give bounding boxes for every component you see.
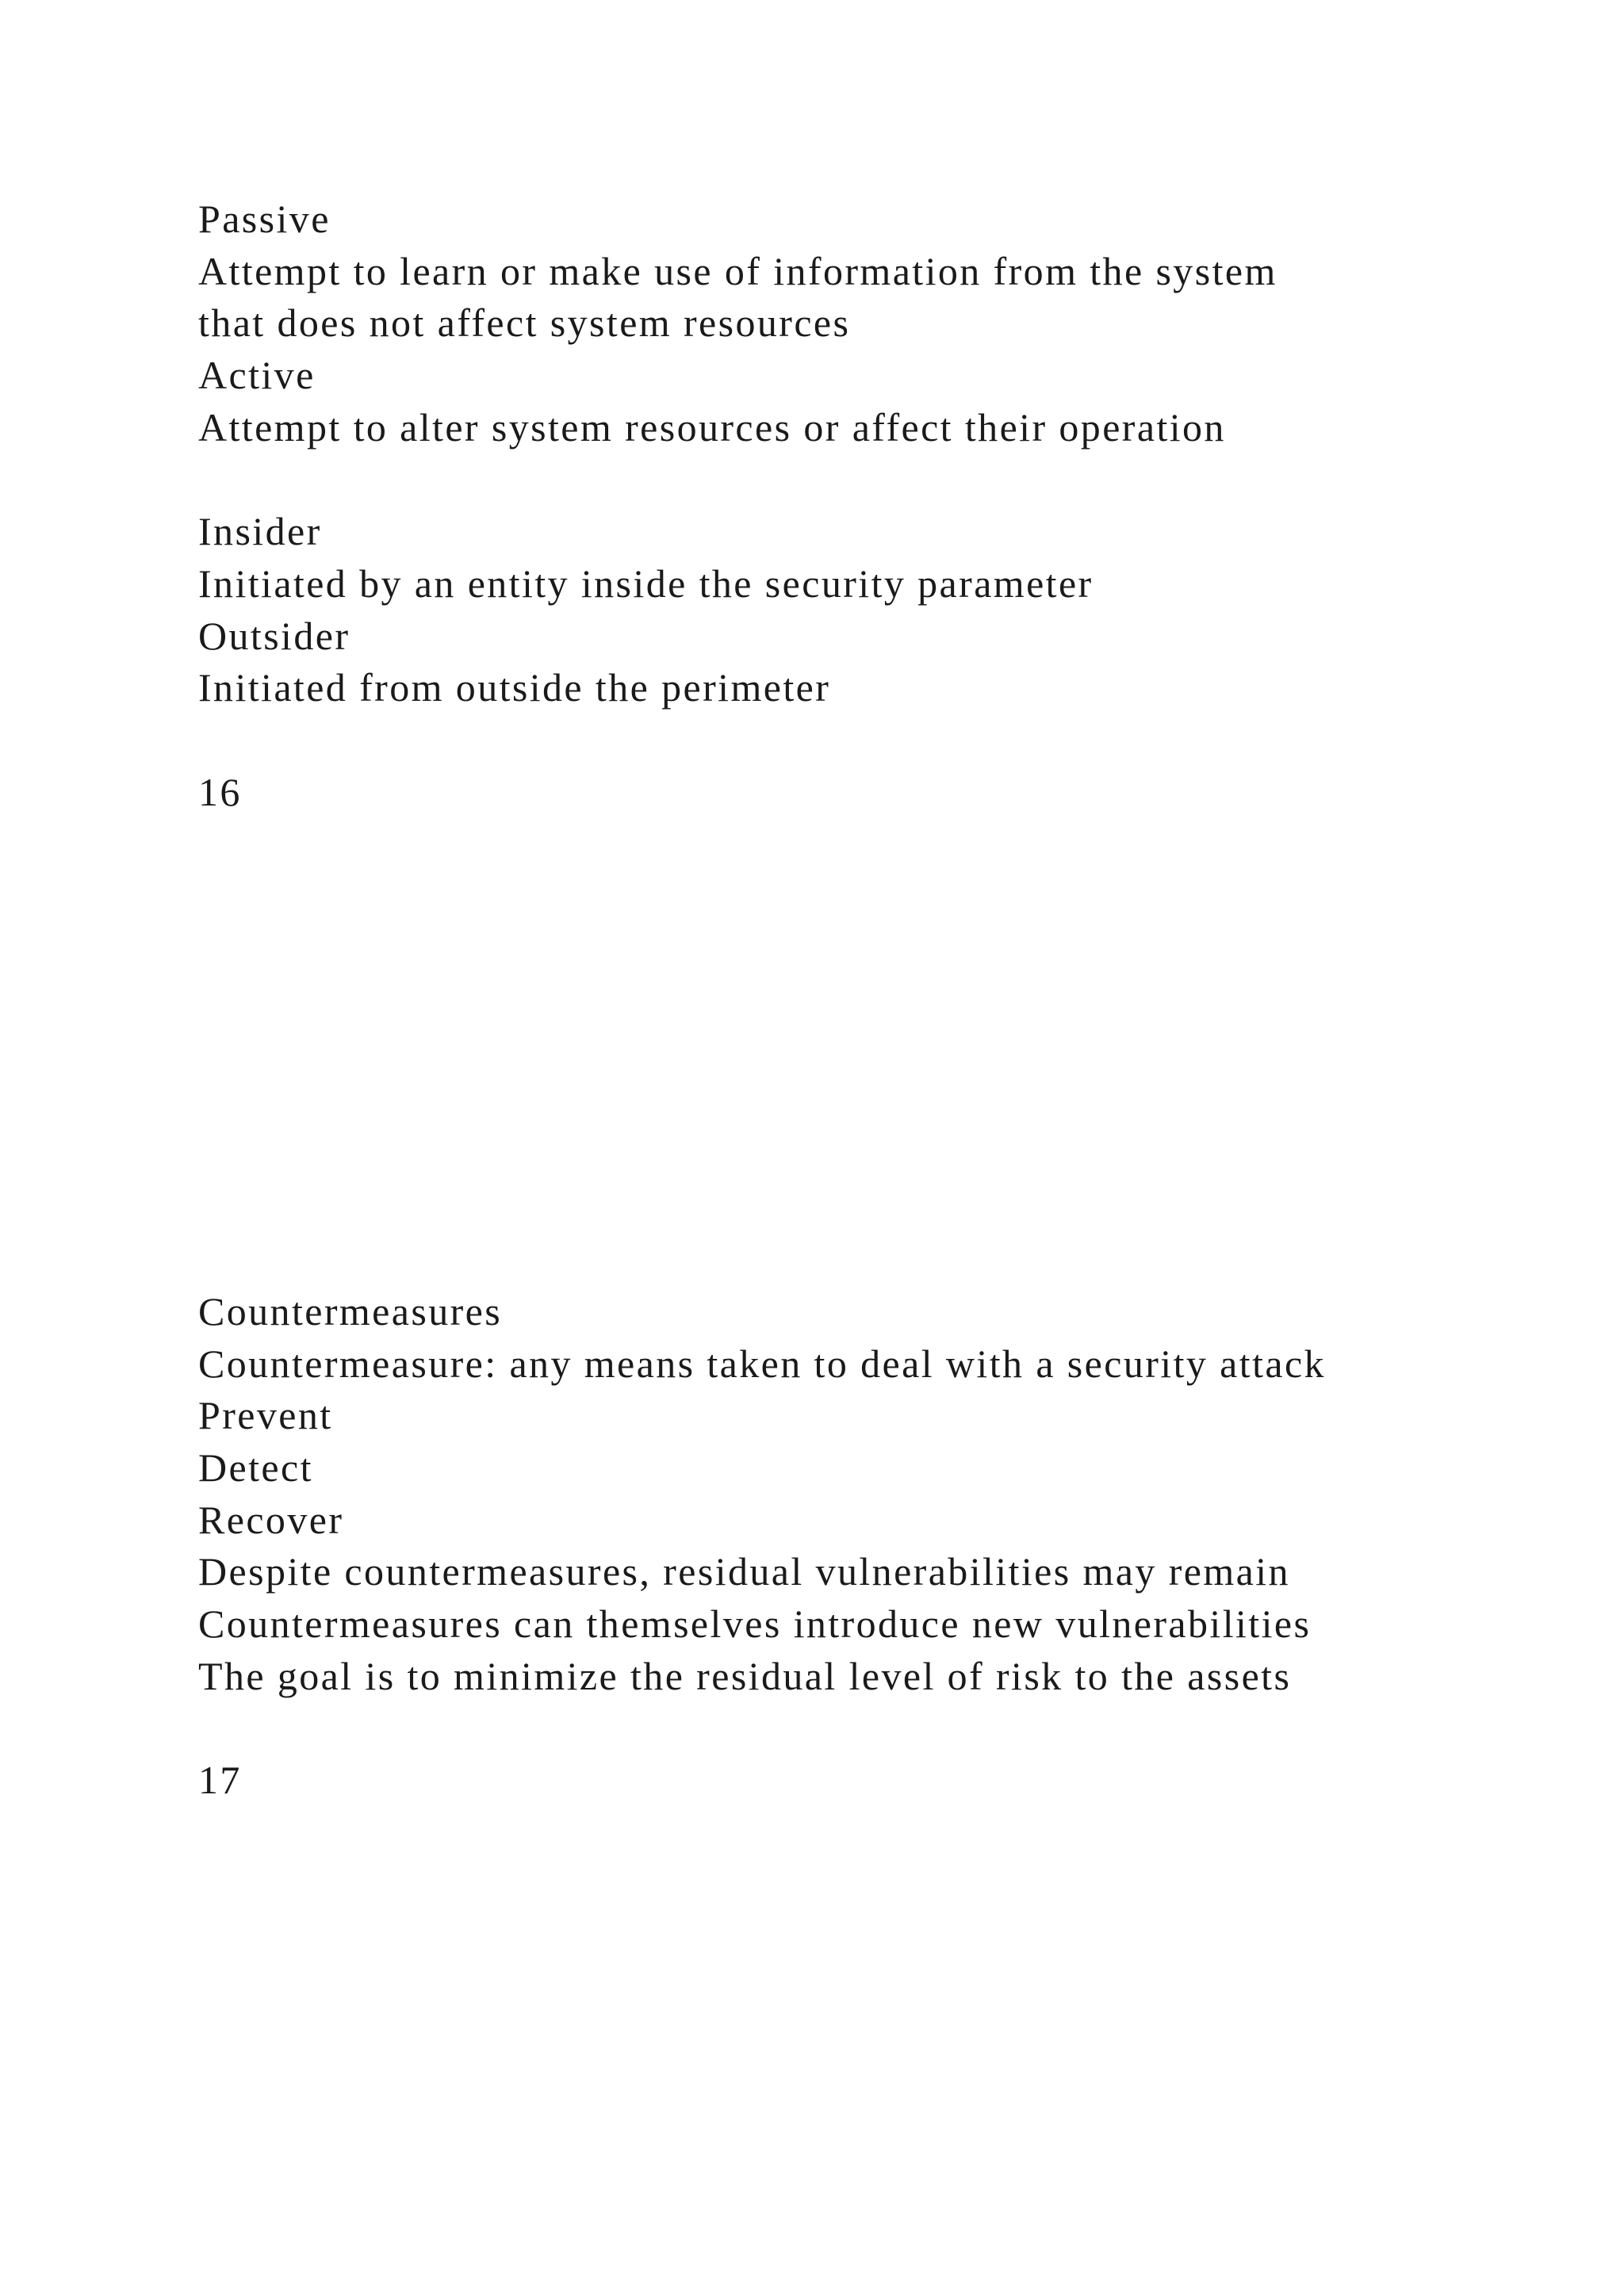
heading-insider: Insider	[198, 509, 322, 554]
new-vulnerabilities-text: Countermeasures can themselves introduce new vulnerabilities	[198, 1601, 1312, 1647]
attack-types-section	[198, 193, 1546, 818]
blank-line	[198, 1703, 1546, 1755]
blank-line	[198, 714, 1546, 767]
residual-vulnerabilities-text: Despite countermeasures, residual vulnerabilities may remain	[198, 1549, 1290, 1594]
insider-description: Initiated by an entity inside the security parameter	[198, 561, 1094, 606]
item-recover: Recover	[198, 1497, 344, 1542]
heading-passive: Passive	[198, 197, 331, 241]
item-detect: Detect	[198, 1445, 313, 1490]
active-description: Attempt to alter system resources or affect their operation	[198, 404, 1226, 450]
slide-number: 17	[198, 1758, 242, 1803]
passive-description-line-2: that does not affect system resources	[198, 300, 851, 346]
heading-countermeasures: Countermeasures	[198, 1289, 503, 1334]
heading-active: Active	[198, 353, 316, 398]
countermeasures-section	[198, 1286, 1546, 1807]
slide-number: 16	[198, 769, 242, 814]
passive-description-line-1: Attempt to learn or make use of information from the system	[198, 248, 1277, 293]
blank-line	[198, 453, 1546, 506]
countermeasure-definition: Countermeasure: any means taken to deal with a security attack	[198, 1341, 1326, 1386]
goal-text: The goal is to minimize the residual level of risk to the assets	[198, 1653, 1292, 1698]
outsider-description: Initiated from outside the perimeter	[198, 665, 831, 710]
heading-outsider: Outsider	[198, 613, 350, 658]
item-prevent: Prevent	[198, 1393, 333, 1438]
